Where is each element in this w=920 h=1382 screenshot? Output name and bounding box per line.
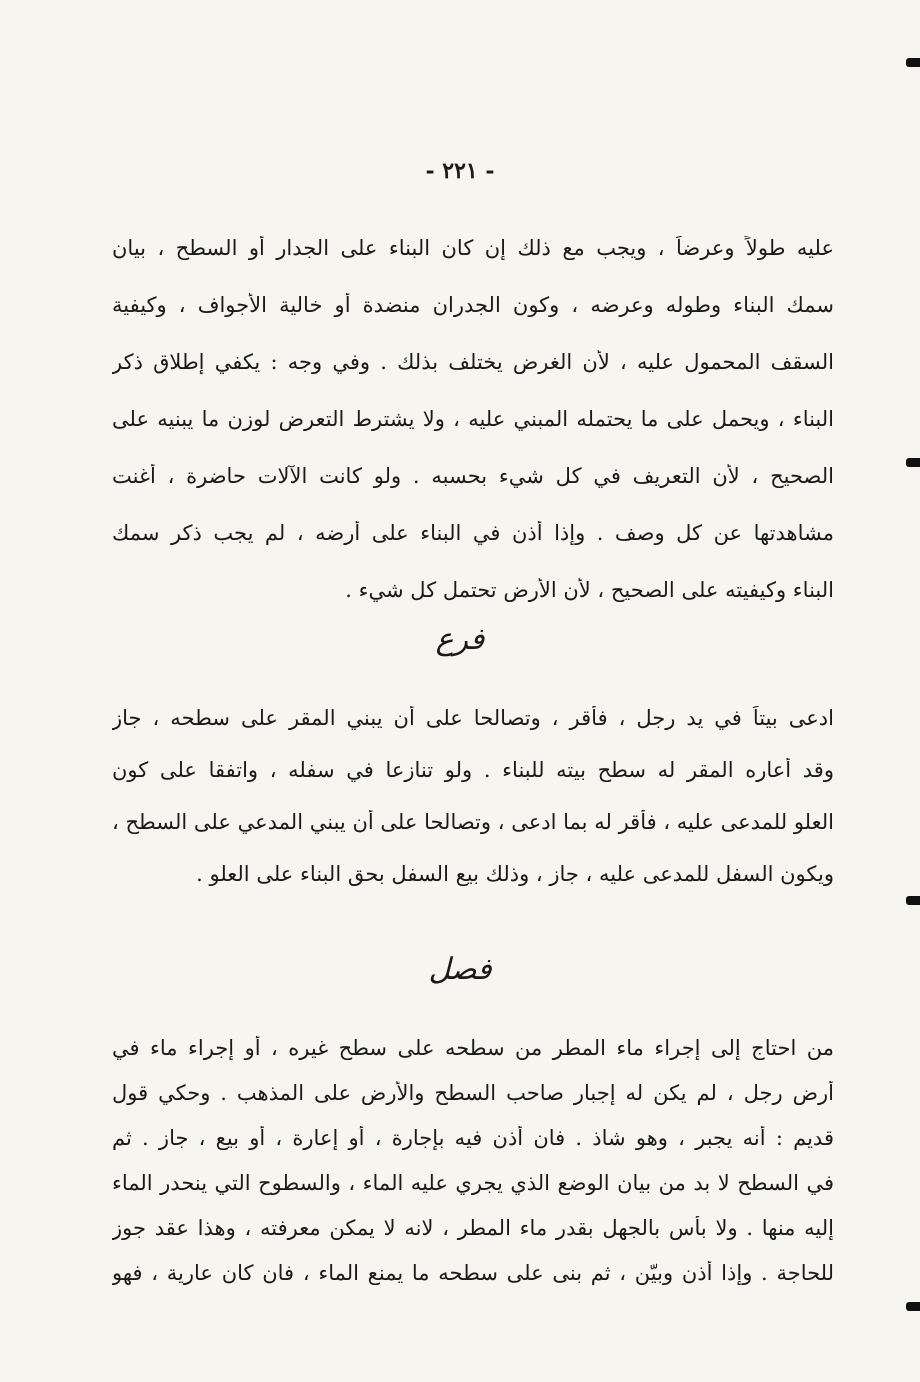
paragraph-line: البناء وكيفيته على الصحيح ، لأن الأرض تحتمل كل شيء . xyxy=(345,578,834,602)
paragraph-1 xyxy=(112,236,834,602)
paragraph-line: في السطح لا بد من بيان الوضع الذي يجري عليه الماء ، والسطوح التي ينحدر الماء xyxy=(112,1171,834,1195)
paragraph-line: عليه طولاً وعرضاً ، ويجب مع ذلك إن كان البناء على الجدار أو السطح ، بيان xyxy=(112,236,834,260)
paragraph-line: قديم : أنه يجبر ، وهو شاذ . فان أذن فيه بإجارة ، أو إعارة ، أو بيع ، جاز . ثم xyxy=(112,1126,834,1150)
paragraph-line: وقد أعاره المقر له سطح بيته للبناء . ولو تنازعا في سفله ، واتفقا على كون xyxy=(112,758,834,782)
scan-edge-mark xyxy=(906,58,920,67)
scan-edge-mark xyxy=(906,896,920,905)
paragraph-line: ادعى بيتاً في يد رجل ، فأقر ، وتصالحا على أن يبني المقر على سطحه ، جاز xyxy=(112,706,834,730)
paragraph-line: إليه منها . ولا بأس بالجهل بقدر ماء المطر ، لانه لا يمكن معرفته ، وهذا عقد جوز xyxy=(112,1216,834,1240)
section-heading-fasl: فصل xyxy=(428,952,492,987)
paragraph-line: العلو للمدعى عليه ، فأقر له بما ادعى ، وتصالحا على أن يبني المدعي على السطح ، xyxy=(112,810,834,834)
paragraph-line: للحاجة . وإذا أذن وبيّن ، ثم بنى على سطحه ما يمنع الماء ، فان كان عارية ، فهو xyxy=(112,1261,834,1285)
paragraph-line: ويكون السفل للمدعى عليه ، جاز ، وذلك بيع السفل بحق البناء على العلو . xyxy=(196,862,834,886)
page-number: - ٢٢١ - xyxy=(425,158,495,184)
paragraph-line: أرض رجل ، لم يكن له إجبار صاحب السطح والأرض على المذهب . وحكي قول xyxy=(112,1081,834,1105)
paragraph-3 xyxy=(112,1036,834,1285)
paragraph-line: من احتاج إلى إجراء ماء المطر من سطحه على سطح غيره ، أو إجراء ماء في xyxy=(112,1036,834,1060)
scan-edge-mark xyxy=(906,458,920,467)
paragraph-line: البناء ، ويحمل على ما يحتمله المبني عليه ، ولا يشترط التعرض لوزن ما يبنيه على xyxy=(112,407,834,431)
paragraph-line: الصحيح ، لأن التعريف في كل شيء بحسبه . ولو كانت الآلات حاضرة ، أغنت xyxy=(112,464,834,488)
paragraph-2 xyxy=(112,706,834,886)
scan-edge-mark xyxy=(906,1302,920,1311)
paragraph-line: سمك البناء وطوله وعرضه ، وكون الجدران منضدة أو خالية الأجواف ، وكيفية xyxy=(112,293,834,317)
section-heading-far: فرع xyxy=(435,622,485,657)
paragraph-line: مشاهدتها عن كل وصف . وإذا أذن في البناء على أرضه ، لم يجب ذكر سمك xyxy=(112,521,834,545)
paragraph-line: السقف المحمول عليه ، لأن الغرض يختلف بذلك . وفي وجه : يكفي إطلاق ذكر xyxy=(112,350,834,374)
